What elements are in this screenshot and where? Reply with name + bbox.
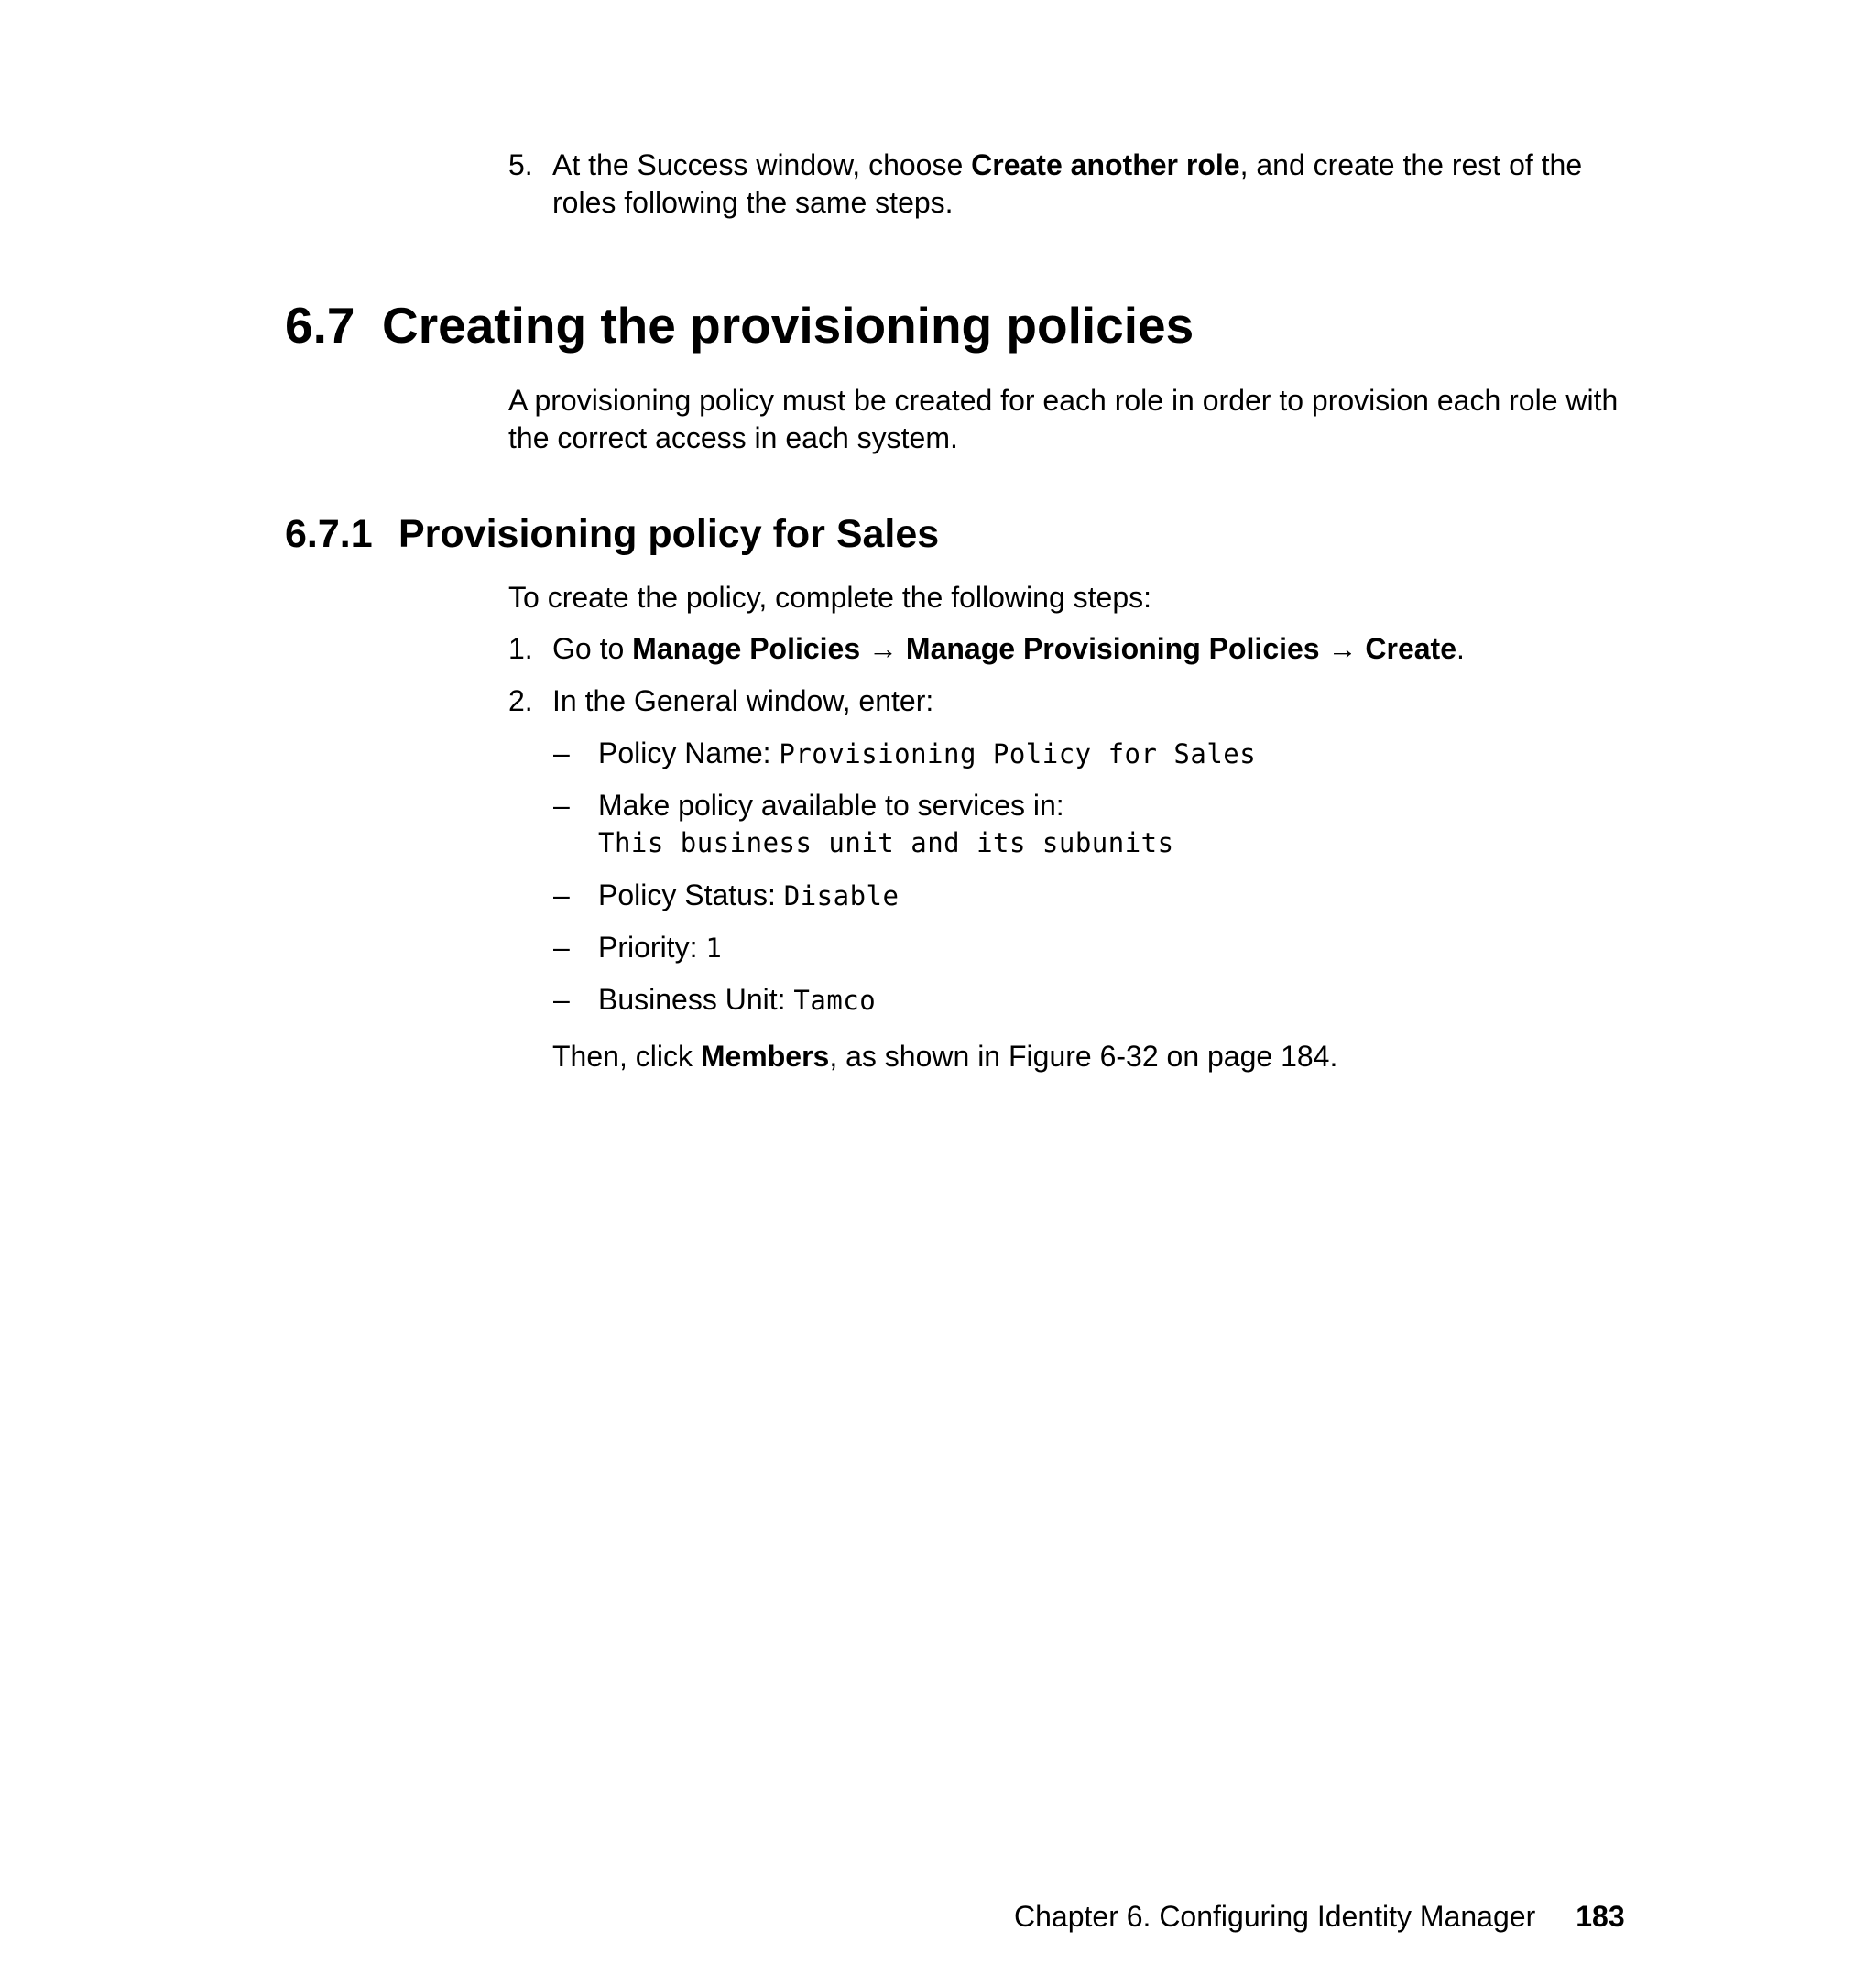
field-value: This business unit and its subunits [598, 827, 1174, 858]
field-value: 1 [705, 933, 723, 964]
ui-term-create-another-role: Create another role [971, 148, 1240, 181]
field-value: Disable [783, 880, 900, 911]
field-policy-name [553, 735, 1652, 773]
subsection-lead-paragraph: To create the policy, complete the following steps: [508, 581, 1151, 614]
page-number: 183 [1576, 1900, 1625, 1933]
section-title: Creating the provisioning policies [382, 297, 1194, 354]
step-number: 2. [508, 684, 533, 717]
field-business-unit [553, 981, 1652, 1020]
section-heading [285, 293, 1194, 357]
field-policy-status [553, 877, 1652, 915]
dash-bullet: – [553, 789, 570, 822]
list-item-step-1 [508, 630, 1699, 668]
menu-path-manage-policies: Manage Policies [632, 632, 861, 665]
then-text-part: Then, click [552, 1040, 701, 1073]
field-label: Business Unit: [598, 983, 794, 1016]
step-text-part: Go to [552, 632, 633, 665]
then-instruction [552, 1038, 1337, 1075]
footer-chapter-title: Chapter 6. Configuring Identity Manager [1014, 1900, 1536, 1933]
subsection-title: Provisioning policy for Sales [398, 512, 940, 556]
subsection-heading [285, 509, 939, 560]
step-number: 5. [508, 148, 533, 181]
then-text-part: , as shown in Figure 6-32 on page 184. [829, 1040, 1338, 1073]
section-intro-paragraph: A provisioning policy must be created for each role in order to provision each role with the correct access in each system. [508, 384, 1619, 454]
menu-path-manage-provisioning-policies: Manage Provisioning Policies [905, 632, 1320, 665]
dash-bullet: – [553, 737, 570, 769]
step-text [552, 630, 1699, 668]
arrow-icon: → [1327, 632, 1358, 665]
step-text-part: At the Success window, choose [552, 148, 972, 181]
list-item-step-5 [508, 147, 1608, 222]
step-text: In the General window, enter: [552, 684, 934, 717]
dash-bullet: – [553, 983, 570, 1016]
subsection-number: 6.7.1 [285, 512, 373, 556]
field-label: Make policy available to services in: [598, 789, 1064, 822]
field-label: Policy Name: [598, 737, 780, 769]
section-number: 6.7 [285, 297, 355, 354]
field-label: Priority: [598, 931, 706, 964]
dash-bullet: – [553, 878, 570, 911]
step-text-part: . [1456, 632, 1465, 665]
step-text-part: , and create the rest of the roles following the same steps. [552, 148, 1583, 219]
dash-bullet: – [553, 931, 570, 964]
field-availability [553, 787, 1652, 862]
step-text [552, 147, 1608, 222]
field-value: Provisioning Policy for Sales [779, 738, 1257, 769]
arrow-icon: → [868, 632, 899, 665]
field-label: Policy Status: [598, 878, 784, 911]
menu-path-create: Create [1365, 632, 1456, 665]
list-item-step-2 [508, 682, 1699, 720]
field-priority [553, 929, 1652, 967]
page-footer [1014, 1898, 1625, 1936]
step-number: 1. [508, 632, 533, 665]
ui-term-members: Members [700, 1040, 830, 1073]
field-value: Tamco [793, 985, 877, 1016]
